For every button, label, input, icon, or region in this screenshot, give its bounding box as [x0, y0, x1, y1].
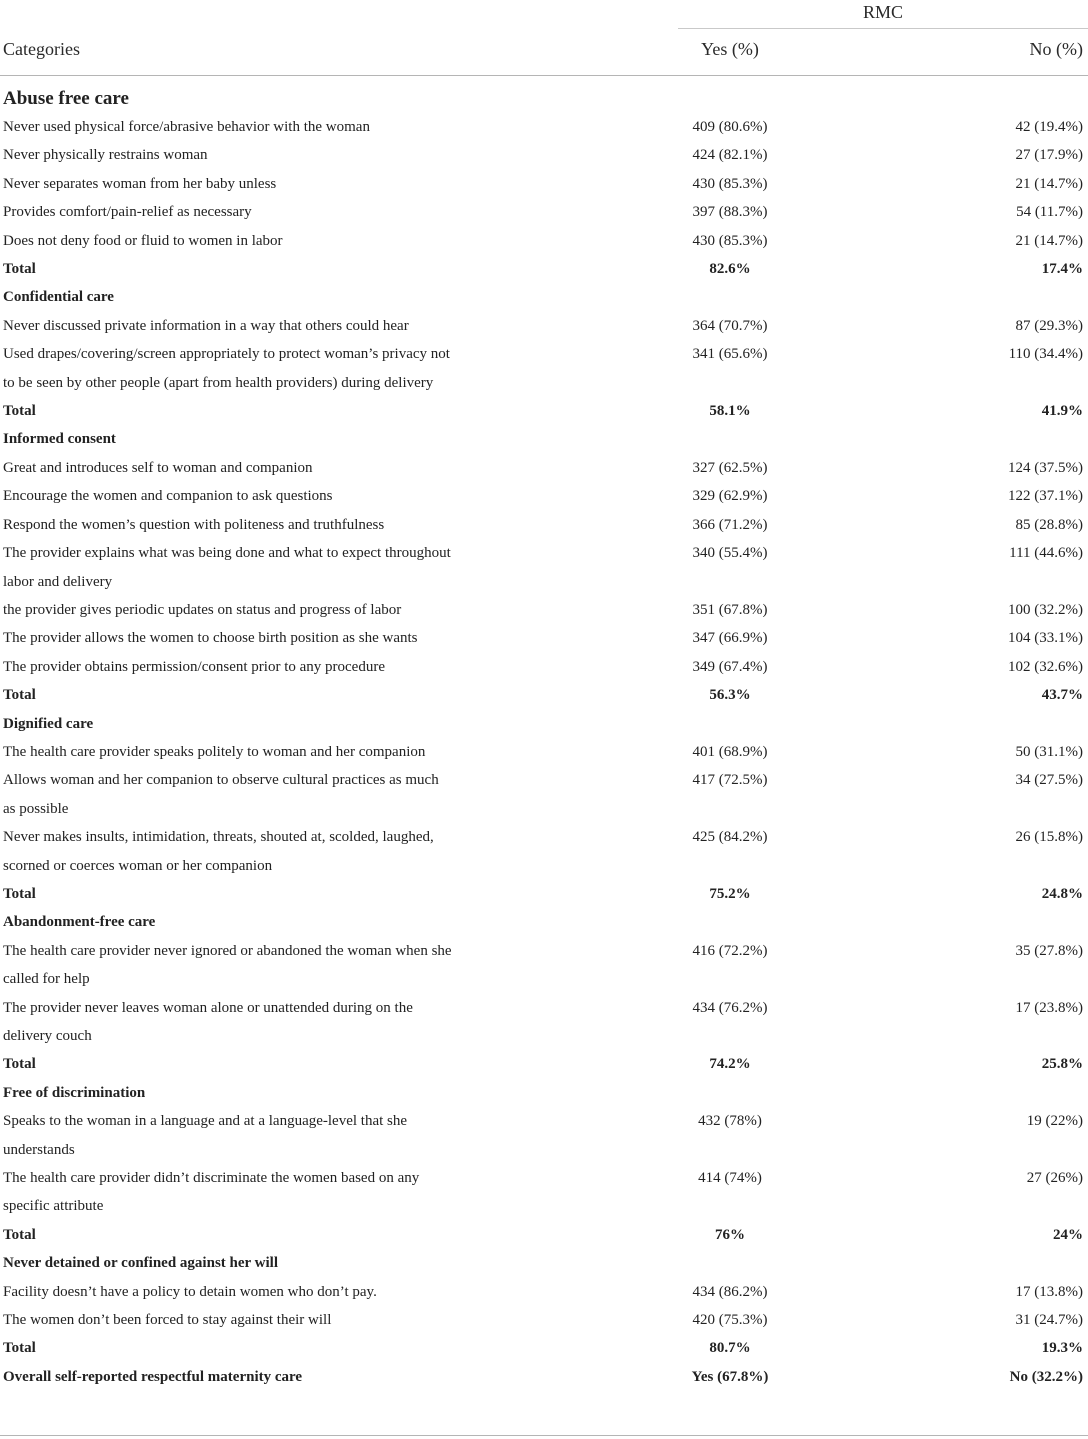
yes-cell: 351 (67.8%): [692, 601, 768, 618]
table-row: [0, 141, 1088, 169]
subsection-row: [0, 908, 1088, 936]
table-row: [0, 198, 1088, 226]
no-cell: 122 (37.1%): [1008, 488, 1083, 505]
yes-cell: 432 (78%): [698, 1113, 762, 1130]
yes-cell: 414 (74%): [698, 1170, 762, 1187]
category-cell: Allows woman and her companion to observe cultural practices as much as possible: [3, 772, 439, 817]
category-cell: Provides comfort/pain-relief as necessary: [3, 204, 252, 221]
category-cell: Never separates woman from her baby unless: [3, 175, 277, 192]
total-row: [0, 255, 1088, 283]
table-bottom-divider: [0, 1435, 1088, 1436]
category-cell: Confidential care: [3, 289, 114, 306]
category-cell: the provider gives periodic updates on status and progress of labor: [3, 601, 402, 618]
subsection-row: [0, 710, 1088, 738]
total-row: [0, 1050, 1088, 1078]
category-cell: Free of discrimination: [3, 1084, 146, 1101]
no-cell: 124 (37.5%): [1008, 459, 1083, 476]
subsection-row: [0, 1079, 1088, 1107]
total-row: [0, 397, 1088, 425]
no-cell: 100 (32.2%): [1008, 601, 1083, 618]
category-cell: Used drapes/covering/screen appropriately to protect woman’s privacy not to be seen by other people (apart from health providers) during delivery: [3, 346, 450, 391]
no-cell: 27 (26%): [1026, 1170, 1083, 1187]
category-cell: The provider explains what was being done and what to expect throughout labor and delivery: [3, 545, 451, 590]
category-cell: The health care provider speaks politely to woman and her companion: [3, 743, 426, 760]
no-cell: 27 (17.9%): [1015, 147, 1083, 164]
no-cell: No (32.2%): [1009, 1368, 1083, 1385]
no-cell: 31 (24.7%): [1015, 1312, 1083, 1329]
no-cell: 87 (29.3%): [1015, 317, 1083, 334]
table-row: [0, 113, 1088, 141]
total-row: [0, 1334, 1088, 1362]
category-cell: Never physically restrains woman: [3, 147, 208, 164]
table-row: [0, 994, 1088, 1051]
categories-column-header: Categories: [3, 39, 80, 59]
table-row: [0, 1278, 1088, 1306]
table-row: [0, 454, 1088, 482]
table-body: [0, 84, 1088, 1391]
table-row: [0, 766, 1088, 823]
no-cell: 21 (14.7%): [1015, 175, 1083, 192]
no-cell: 102 (32.6%): [1008, 658, 1083, 675]
category-cell: Speaks to the woman in a language and at a language-level that she understands: [3, 1113, 408, 1158]
total-row: [0, 880, 1088, 908]
no-cell: 19 (22%): [1026, 1113, 1083, 1130]
subsection-row: [0, 1249, 1088, 1277]
yes-cell: 364 (70.7%): [692, 317, 768, 334]
yes-cell: 397 (88.3%): [692, 204, 768, 221]
category-cell: Dignified care: [3, 715, 94, 732]
yes-cell: 75.2%: [709, 885, 751, 902]
yes-cell: 434 (86.2%): [692, 1283, 768, 1300]
no-cell: 110 (34.4%): [1008, 346, 1083, 363]
table-row: [0, 823, 1088, 880]
total-row: [0, 1221, 1088, 1249]
yes-cell: 430 (85.3%): [692, 232, 768, 249]
yes-cell: 329 (62.9%): [692, 488, 768, 505]
no-cell: 111 (44.6%): [1009, 545, 1083, 562]
category-cell: Never detained or confined against her will: [3, 1255, 278, 1272]
category-cell: Total: [3, 1056, 36, 1073]
yes-cell: 425 (84.2%): [692, 829, 768, 846]
yes-cell: 74.2%: [709, 1056, 751, 1073]
category-cell: The provider never leaves woman alone or unattended during on the delivery couch: [3, 999, 413, 1044]
category-cell: Facility doesn’t have a policy to detain women who don’t pay.: [3, 1283, 377, 1300]
yes-cell: Yes (67.8%): [691, 1368, 769, 1385]
no-cell: 17.4%: [1041, 261, 1083, 278]
category-cell: Great and introduces self to woman and companion: [3, 459, 313, 476]
no-column-header: No (%): [1029, 39, 1083, 59]
table-row: [0, 937, 1088, 994]
category-cell: Respond the women’s question with politeness and truthfulness: [3, 516, 385, 533]
category-cell: Total: [3, 1226, 36, 1243]
table-row: [0, 1306, 1088, 1334]
yes-cell: 82.6%: [709, 261, 751, 278]
table-row: [0, 340, 1088, 397]
table-row: [0, 653, 1088, 681]
yes-cell: 416 (72.2%): [692, 942, 768, 959]
no-cell: 19.3%: [1041, 1340, 1083, 1357]
table-row: [0, 1164, 1088, 1221]
table-row: [0, 1107, 1088, 1164]
no-cell: 21 (14.7%): [1015, 232, 1083, 249]
yes-cell: 430 (85.3%): [692, 175, 768, 192]
no-cell: 35 (27.8%): [1015, 942, 1083, 959]
table-row: [0, 738, 1088, 766]
category-cell: Encourage the women and companion to ask questions: [3, 488, 333, 505]
category-cell: The women don’t been forced to stay against their will: [3, 1312, 332, 1329]
yes-cell: 80.7%: [709, 1340, 751, 1357]
category-cell: Informed consent: [3, 431, 116, 448]
yes-cell: 434 (76.2%): [692, 999, 768, 1016]
rmc-group-header: RMC: [678, 0, 1088, 29]
category-cell: Total: [3, 687, 36, 704]
category-cell: Total: [3, 1340, 36, 1357]
yes-cell: 58.1%: [709, 403, 751, 420]
no-cell: 54 (11.7%): [1016, 204, 1083, 221]
no-cell: 24.8%: [1041, 885, 1083, 902]
yes-cell: 417 (72.5%): [692, 772, 768, 789]
table-row: [0, 511, 1088, 539]
category-cell: The provider obtains permission/consent prior to any procedure: [3, 658, 385, 675]
yes-cell: 401 (68.9%): [692, 743, 768, 760]
subsection-row: [0, 425, 1088, 453]
category-cell: The health care provider didn’t discriminate the women based on any specific attribute: [3, 1170, 420, 1215]
table-row: [0, 227, 1088, 255]
table-row: [0, 482, 1088, 510]
total-row: [0, 681, 1088, 709]
category-cell: Total: [3, 403, 36, 420]
no-cell: 17 (23.8%): [1015, 999, 1083, 1016]
yes-cell: 349 (67.4%): [692, 658, 768, 675]
no-cell: 24%: [1053, 1226, 1083, 1243]
no-cell: 34 (27.5%): [1015, 772, 1083, 789]
yes-column-header: Yes (%): [701, 39, 759, 59]
category-cell: Never discussed private information in a way that others could hear: [3, 317, 409, 334]
no-cell: 104 (33.1%): [1008, 630, 1083, 647]
yes-cell: 420 (75.3%): [692, 1312, 768, 1329]
category-cell: Does not deny food or fluid to women in labor: [3, 232, 283, 249]
subsection-row: [0, 283, 1088, 311]
no-cell: 26 (15.8%): [1015, 829, 1083, 846]
no-cell: 25.8%: [1041, 1056, 1083, 1073]
yes-cell: 340 (55.4%): [692, 545, 768, 562]
category-cell: Total: [3, 261, 36, 278]
table-row: [0, 596, 1088, 624]
no-cell: 85 (28.8%): [1015, 516, 1083, 533]
category-cell: The provider allows the women to choose birth position as she wants: [3, 630, 418, 647]
yes-cell: 366 (71.2%): [692, 516, 768, 533]
no-cell: 43.7%: [1041, 687, 1083, 704]
category-cell: Overall self-reported respectful maternity care: [3, 1368, 303, 1385]
category-cell: Abuse free care: [3, 88, 129, 109]
table-row: [0, 539, 1088, 596]
category-cell: Total: [3, 885, 36, 902]
table-row: [0, 170, 1088, 198]
no-cell: 41.9%: [1041, 403, 1083, 420]
category-cell: Abandonment-free care: [3, 914, 156, 931]
no-cell: 17 (13.8%): [1015, 1283, 1083, 1300]
overall-row: [0, 1363, 1088, 1391]
table-row: [0, 312, 1088, 340]
category-cell: The health care provider never ignored or abandoned the woman when she called for help: [3, 942, 452, 988]
yes-cell: 424 (82.1%): [692, 147, 768, 164]
yes-cell: 76%: [715, 1226, 745, 1243]
category-cell: Never makes insults, intimidation, threats, shouted at, scolded, laughed, scorned or coerces woman or her companion: [3, 829, 434, 874]
table-row: [0, 624, 1088, 652]
yes-cell: 56.3%: [709, 687, 751, 704]
header-divider: [0, 75, 1088, 76]
no-cell: 50 (31.1%): [1015, 743, 1083, 760]
yes-cell: 341 (65.6%): [692, 346, 768, 363]
section-row: [0, 84, 1088, 114]
yes-cell: 409 (80.6%): [692, 119, 768, 135]
yes-cell: 327 (62.5%): [692, 459, 768, 476]
category-cell: Never used physical force/abrasive behavior with the woman: [3, 119, 370, 135]
yes-cell: 347 (66.9%): [692, 630, 768, 647]
no-cell: 42 (19.4%): [1015, 119, 1083, 135]
